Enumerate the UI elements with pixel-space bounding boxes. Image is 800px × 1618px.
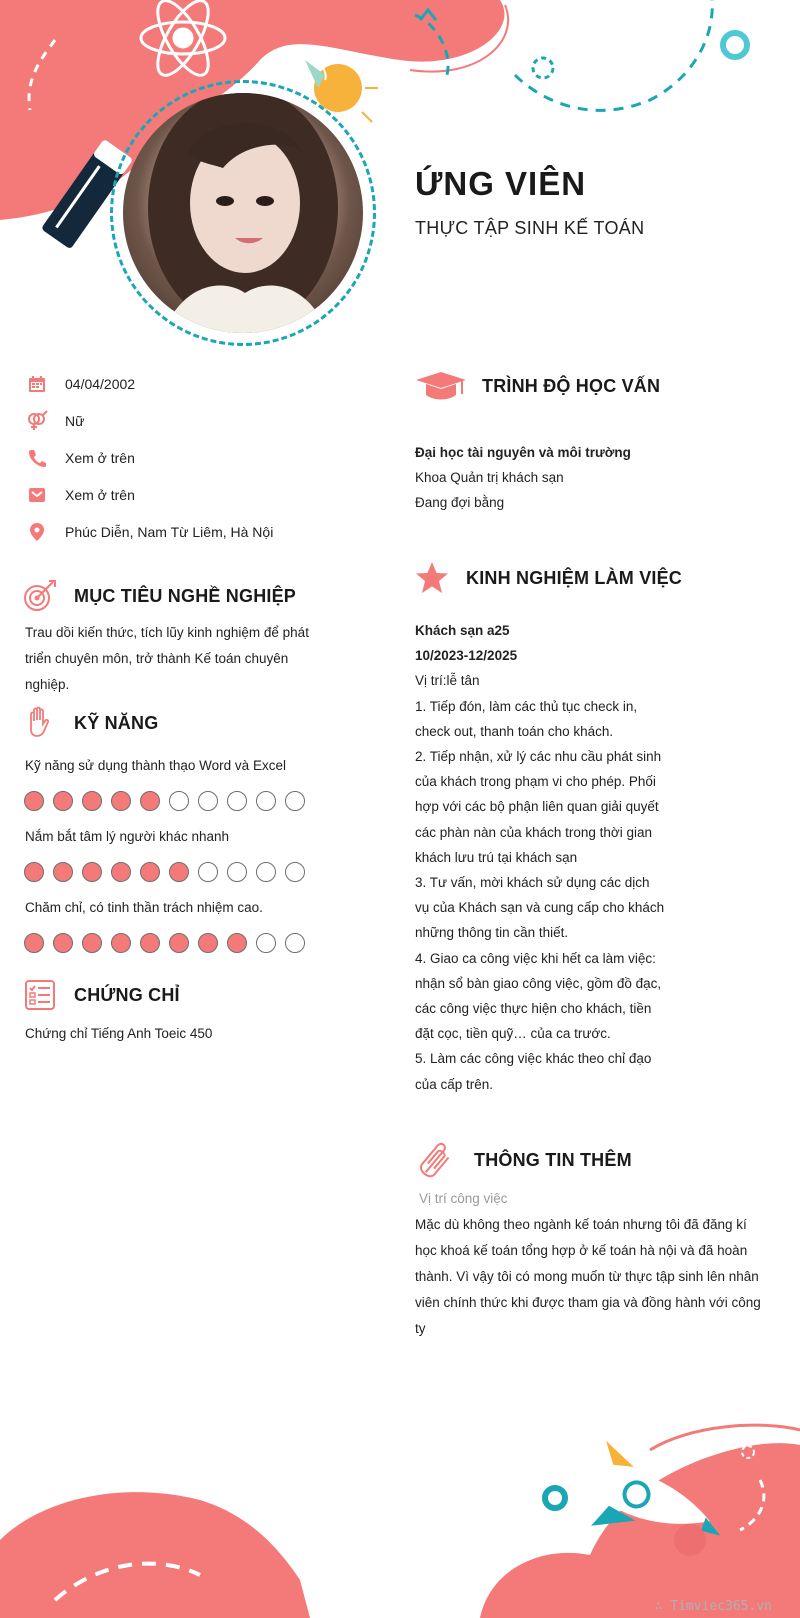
footer-decoration	[0, 1360, 800, 1618]
rating-dot-empty	[198, 791, 218, 811]
work-period: 10/2023-12/2025	[415, 648, 518, 664]
experience-line: khách lưu trú tại khách sạn	[415, 849, 578, 865]
experience-line: đặt cọc, tiền quỹ… của ca trước.	[415, 1026, 611, 1042]
rating-dot-empty	[256, 933, 276, 953]
gender-icon	[26, 410, 48, 432]
rating-dot-filled	[198, 933, 218, 953]
rating-dot-empty	[256, 791, 276, 811]
rating-dot-empty	[285, 933, 305, 953]
experience-details	[415, 618, 715, 1097]
address-text: Phúc Diễn, Nam Từ Liêm, Hà Nội	[65, 524, 274, 540]
rating-dot-filled	[111, 791, 131, 811]
skill-label: Kỹ năng sử dụng thành thạo Word và Excel	[25, 758, 286, 773]
watermark: ∴ Timviec365.vn	[654, 1599, 772, 1614]
rating-dot-filled	[140, 791, 160, 811]
rating-dot-filled	[82, 933, 102, 953]
rating-dot-filled	[169, 933, 189, 953]
rating-dot-filled	[82, 791, 102, 811]
location-icon	[26, 521, 48, 543]
avatar-frame	[110, 80, 376, 346]
contact-birthdate	[26, 370, 366, 398]
additional-line: viên chính thức khi được tham gia và đồng hành với công	[415, 1295, 761, 1310]
experience-line: của cấp trên.	[415, 1076, 494, 1092]
star-icon	[414, 560, 450, 596]
graduation-cap-icon	[414, 368, 468, 404]
skill-label: Chăm chỉ, có tinh thần trách nhiệm cao.	[25, 900, 263, 915]
target-icon	[22, 578, 58, 614]
rating-dot-empty	[256, 862, 276, 882]
certificates-title: CHỨNG CHỈ	[74, 984, 180, 1005]
skill-rating	[24, 791, 305, 811]
experience-line: các công việc thực hiện cho khách, tiền	[415, 1001, 652, 1017]
rating-dot-empty	[169, 791, 189, 811]
company-name: Khách sạn a25	[415, 623, 510, 638]
email-text: Xem ở trên	[65, 487, 135, 503]
education-header	[414, 368, 660, 404]
experience-line: check out, thanh toán cho khách.	[415, 723, 614, 739]
skill-rating	[24, 933, 305, 953]
objective-header	[22, 578, 296, 614]
experience-line: các phàn nàn của khách trong thời gian	[415, 824, 653, 840]
education-details	[415, 440, 775, 516]
skill-label: Nắm bắt tâm lý người khác nhanh	[25, 829, 229, 844]
skills-title: KỸ NĂNG	[74, 712, 159, 733]
objective-line: triển chuyên môn, trở thành Kế toán chuyên	[25, 651, 289, 666]
skills-header	[22, 705, 158, 741]
school-name: Đại học tài nguyên và môi trường	[415, 445, 631, 460]
additional-text	[415, 1212, 773, 1342]
rating-dot-empty	[227, 791, 247, 811]
rating-dot-filled	[24, 933, 44, 953]
avatar	[123, 93, 363, 333]
birthdate-text: 04/04/2002	[65, 376, 136, 392]
rating-dot-filled	[53, 933, 73, 953]
objective-text	[25, 620, 365, 698]
gender-text: Nữ	[65, 413, 85, 429]
experience-line: hợp với các bộ phận liên quan giải quyết	[415, 799, 659, 815]
certificate-text: Chứng chỉ Tiếng Anh Toeic 450	[25, 1026, 213, 1041]
rating-dot-empty	[198, 862, 218, 882]
rating-dot-empty	[227, 862, 247, 882]
contact-email	[26, 481, 366, 509]
experience-line: nhận sổ bàn giao công việc, gồm đồ đạc,	[415, 975, 662, 991]
objective-line: Trau dồi kiến thức, tích lũy kinh nghiệm để phát	[25, 625, 309, 640]
experience-line: 1. Tiếp đón, làm các thủ tục check in,	[415, 698, 638, 714]
additional-subtitle	[419, 1186, 779, 1211]
additional-header	[414, 1140, 632, 1180]
additional-line: Mặc dù không theo ngành kế toán nhưng tôi đã đăng kí	[415, 1217, 747, 1232]
rating-dot-filled	[53, 862, 73, 882]
additional-line: thành. Vì vậy tôi có mong muốn từ thực tập sinh lên nhân	[415, 1269, 759, 1284]
rating-dot-filled	[111, 862, 131, 882]
contact-gender	[26, 407, 366, 435]
experience-line: 2. Tiếp nhận, xử lý các nhu cầu phát sinh	[415, 749, 662, 765]
rating-dot-filled	[24, 862, 44, 882]
skill-rating	[24, 862, 305, 882]
experience-line: của khách trong phạm vi cho phép. Phối	[415, 774, 656, 790]
experience-line: 4. Giao ca công việc khi hết ca làm việc:	[415, 950, 656, 966]
rating-dot-filled	[227, 933, 247, 953]
education-status: Đang đợi bằng	[415, 495, 505, 511]
paperclip-icon	[414, 1140, 458, 1180]
contact-address	[26, 518, 366, 546]
experience-header	[414, 560, 682, 596]
job-position: THỰC TẬP SINH KẾ TOÁN	[415, 218, 645, 238]
certificates-header	[22, 977, 180, 1013]
rating-dot-empty	[285, 862, 305, 882]
email-icon	[26, 484, 48, 506]
experience-line: Vị trí:lễ tân	[415, 673, 480, 689]
experience-line: vụ của Khách sạn và cung cấp cho khách	[415, 900, 665, 916]
rating-dot-filled	[111, 933, 131, 953]
rating-dot-filled	[82, 862, 102, 882]
experience-line: 3. Tư vấn, mời khách sử dụng các dịch	[415, 875, 650, 891]
education-title: TRÌNH ĐỘ HỌC VẤN	[482, 375, 661, 396]
hand-icon	[22, 705, 58, 741]
experience-title: KINH NGHIỆM LÀM VIỆC	[466, 567, 683, 588]
additional-line: học khoá kế toán tổng hợp ở kế toán hà nội và đã hoàn	[415, 1243, 748, 1258]
candidate-name: ỨNG VIÊN	[415, 165, 587, 202]
objective-line: nghiệp.	[25, 677, 70, 692]
phone-text: Xem ở trên	[65, 450, 135, 466]
phone-icon	[26, 447, 48, 469]
additional-line: ty	[415, 1321, 426, 1336]
experience-line: những thông tin cần thiết.	[415, 925, 569, 941]
additional-subtitle-text: Vị trí công việc	[419, 1191, 508, 1206]
major-name: Khoa Quản trị khách sạn	[415, 470, 564, 486]
checklist-icon	[22, 977, 58, 1013]
rating-dot-filled	[24, 791, 44, 811]
contact-phone	[26, 444, 366, 472]
experience-line: 5. Làm các công việc khác theo chỉ đạo	[415, 1051, 652, 1067]
rating-dot-filled	[140, 933, 160, 953]
additional-title: THÔNG TIN THÊM	[474, 1149, 632, 1170]
rating-dot-filled	[140, 862, 160, 882]
objective-title: MỤC TIÊU NGHỀ NGHIỆP	[74, 585, 297, 606]
rating-dot-filled	[53, 791, 73, 811]
calendar-icon	[26, 373, 48, 395]
rating-dot-filled	[169, 862, 189, 882]
rating-dot-empty	[285, 791, 305, 811]
